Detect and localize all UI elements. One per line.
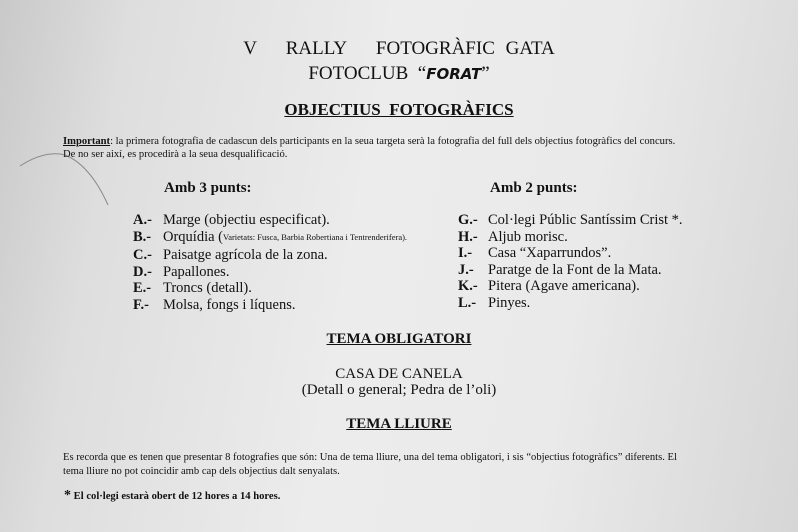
important-label: Important [63,136,111,147]
item-text: Paisatge agrícola de la zona. [163,247,328,263]
list-item [133,229,407,248]
footnote [64,488,280,504]
list-item [133,212,407,229]
list-item [458,212,683,229]
item-text: Aljub morisc. [488,228,568,245]
section-title-objectius: OBJECTIUS FOTOGRÀFICS [284,100,514,119]
title-rally: RALLY [285,38,348,59]
item-letter: F.- [133,296,149,313]
three-points-heading: Amb 3 punts: [164,180,252,196]
list-item [458,295,683,312]
title-line-2: FOTOCLUB “FORAT” [308,63,490,84]
two-points-list [458,212,683,311]
tema-obligatori-detail: (Detall o general; Pedra de l’oli) [301,382,497,398]
item-text: Orquídia ( [163,228,223,245]
list-item [458,278,683,295]
list-item [133,264,407,281]
important-line-1: : la primera fotografia de cadascun dels participants en la seua targeta serà la fotografia del full dels objectius fotogràfics del concurs. [110,136,676,147]
club-name: FORAT [426,65,482,83]
asterisk-icon: * [64,488,71,503]
item-text: Marge (objectiu especificat). [163,212,330,228]
list-item [133,247,407,264]
list-item [133,297,407,314]
item-letter: H.- [458,228,478,245]
item-letter: E.- [133,280,152,296]
tema-obligatori-subject: CASA DE CANELA [335,366,463,382]
item-text: Col·legi Públic Santíssim Crist *. [488,212,683,228]
item-letter: K.- [458,278,478,294]
title-event: FOTOGRÀFIC GATA [375,38,555,59]
item-note: Varietats: Fusca, Barbia Robertiana i Tentrenderifera). [223,231,408,242]
item-letter: D.- [133,263,152,280]
two-points-heading: Amb 2 punts: [490,180,578,196]
item-letter: A.- [133,212,152,228]
important-notice [63,135,675,161]
item-text: Pinyes. [488,294,531,311]
footnote-text: El col·legi estarà obert de 12 hores a 14 hores. [73,491,281,502]
reminder-line-1: Es recorda que es tenen que presentar 8 fotografies que són: Una de tema lliure, una del tema obligatori, i sis “objectius fotogràfics” diferents. El [63,452,677,463]
item-text: Papallones. [163,263,230,280]
item-text: Casa “Xaparrundos”. [488,245,612,261]
list-item [458,229,683,246]
item-letter: B.- [133,228,152,245]
three-points-list [133,212,407,313]
edition-number: V [243,38,257,59]
item-text: Troncs (detall). [163,280,252,296]
important-line-2: De no ser així, es procedirà a la seua desqualificació. [63,149,288,160]
item-text: Paratge de la Font de la Mata. [488,261,662,278]
club-prefix: FOTOCLUB [308,63,409,84]
item-letter: C.- [133,247,152,263]
item-letter: L.- [458,294,477,311]
item-text: Molsa, fongs i líquens. [163,296,296,313]
item-letter: J.- [458,261,474,278]
item-text: Pitera (Agave americana). [488,278,640,294]
item-letter: G.- [458,212,478,228]
title-line-1 [0,38,798,60]
tema-obligatori-heading: TEMA OBLIGATORI [326,331,472,347]
tema-lliure-reminder [63,451,677,479]
list-item [133,280,407,297]
tema-lliure-heading: TEMA LLIURE [346,416,452,432]
list-item [458,262,683,279]
reminder-line-2: tema lliure no pot coincidir amb cap dels objectius dalt senyalats. [63,466,340,477]
item-letter: I.- [458,245,473,261]
list-item [458,245,683,262]
